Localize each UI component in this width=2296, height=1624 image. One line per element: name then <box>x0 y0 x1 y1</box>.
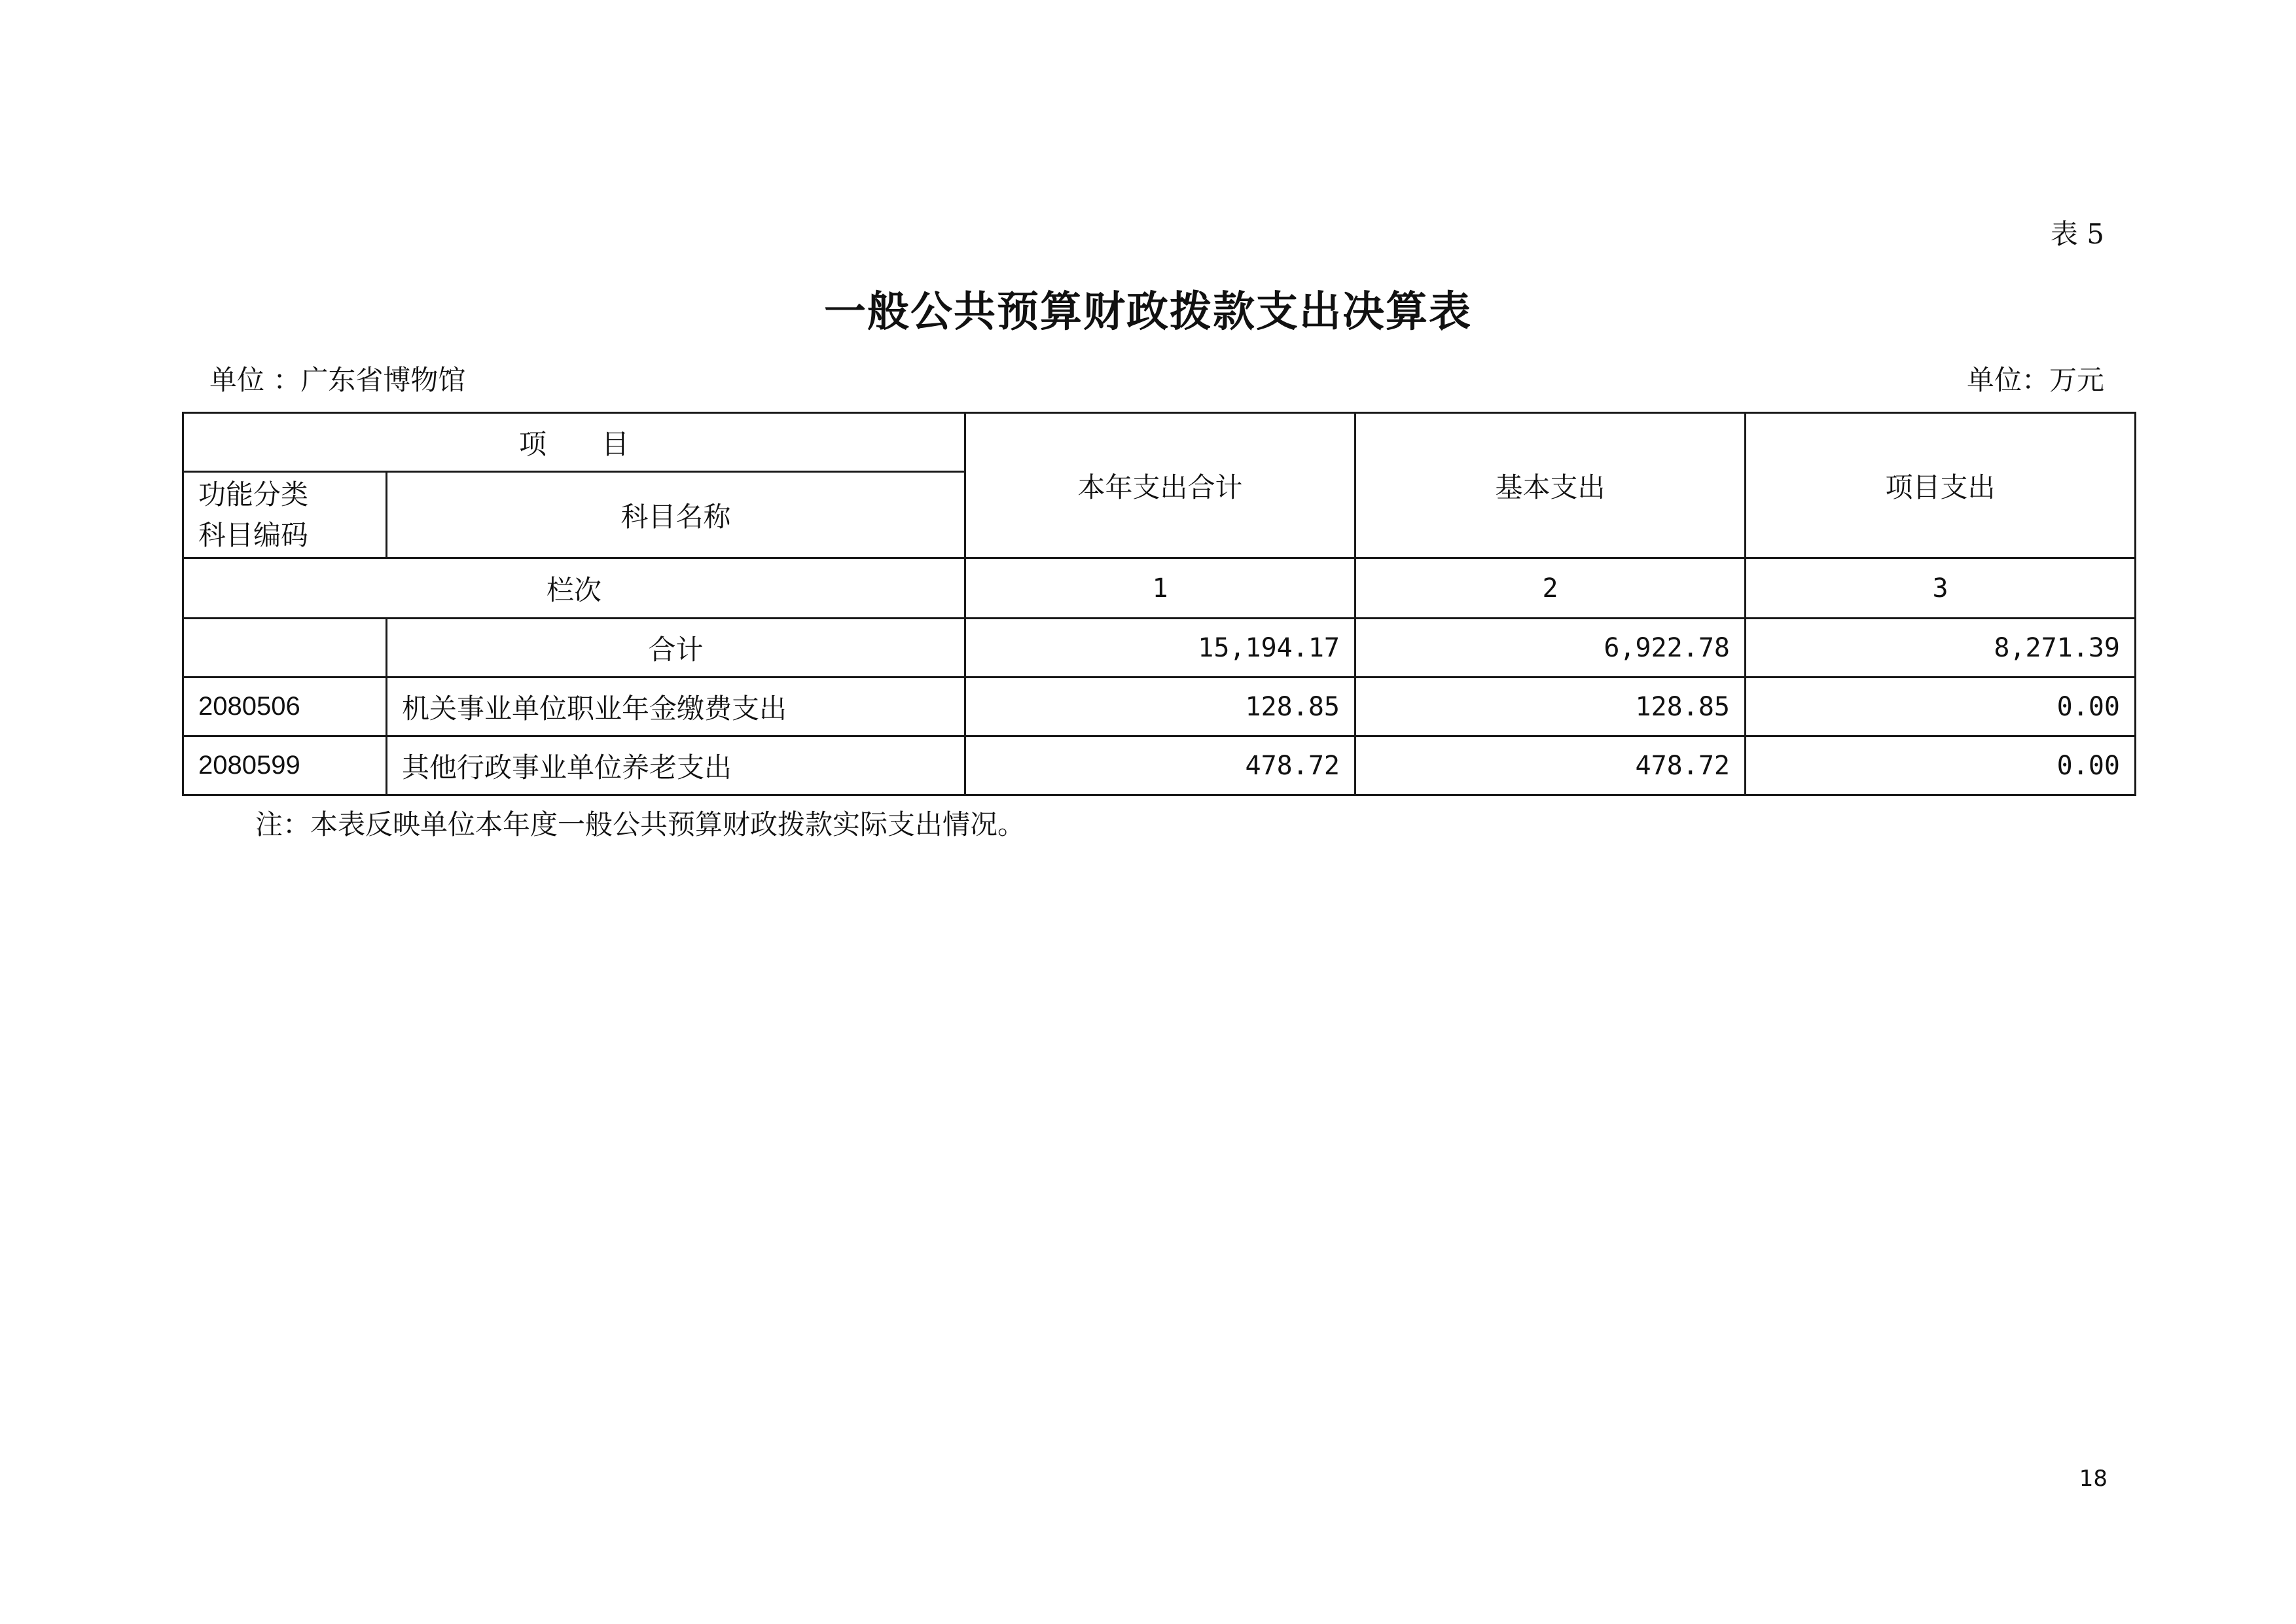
column-index-label: 栏次 <box>183 558 965 619</box>
column-index-2: 2 <box>1355 558 1746 619</box>
expenditure-table <box>182 412 2136 796</box>
header-code-line2: 科目编码 <box>198 518 309 551</box>
page-title: 一般公共预算财政拨款支出决算表 <box>824 287 1472 336</box>
row-project: 0.00 <box>1746 677 2136 736</box>
summary-total: 15,194.17 <box>965 619 1355 677</box>
reporting-unit: 单位 ：广东省博物馆 <box>209 364 466 396</box>
header-code-line1: 功能分类 <box>198 478 309 511</box>
table-number-label: 表 5 <box>2050 218 2104 250</box>
currency-unit: 单位：万元 <box>1966 364 2104 396</box>
table-row <box>183 677 2136 736</box>
page-number: 18 <box>2079 1466 2108 1492</box>
header-basic: 基本支出 <box>1355 413 1746 558</box>
column-index-1: 1 <box>965 558 1355 619</box>
row-project: 0.00 <box>1746 736 2136 795</box>
row-total: 128.85 <box>965 677 1355 736</box>
row-code: 2080599 <box>183 736 387 795</box>
header-project: 项目支出 <box>1746 413 2136 558</box>
row-code: 2080506 <box>183 677 387 736</box>
header-name: 科目名称 <box>387 472 965 558</box>
summary-project: 8,271.39 <box>1746 619 2136 677</box>
row-basic: 128.85 <box>1355 677 1746 736</box>
header-total: 本年支出合计 <box>965 413 1355 558</box>
row-name: 其他行政事业单位养老支出 <box>387 736 965 795</box>
summary-basic: 6,922.78 <box>1355 619 1746 677</box>
row-basic: 478.72 <box>1355 736 1746 795</box>
header-code <box>183 472 387 558</box>
column-index-3: 3 <box>1746 558 2136 619</box>
table-header-row <box>183 413 2136 472</box>
row-name: 机关事业单位职业年金缴费支出 <box>387 677 965 736</box>
row-total: 478.72 <box>965 736 1355 795</box>
column-index-row <box>183 558 2136 619</box>
summary-code-cell <box>183 619 387 677</box>
summary-row <box>183 619 2136 677</box>
table-note: 注：本表反映单位本年度一般公共预算财政拨款实际支出情况。 <box>255 808 1026 840</box>
table-row <box>183 736 2136 795</box>
summary-label: 合计 <box>387 619 965 677</box>
header-item: 项 目 <box>183 413 965 472</box>
